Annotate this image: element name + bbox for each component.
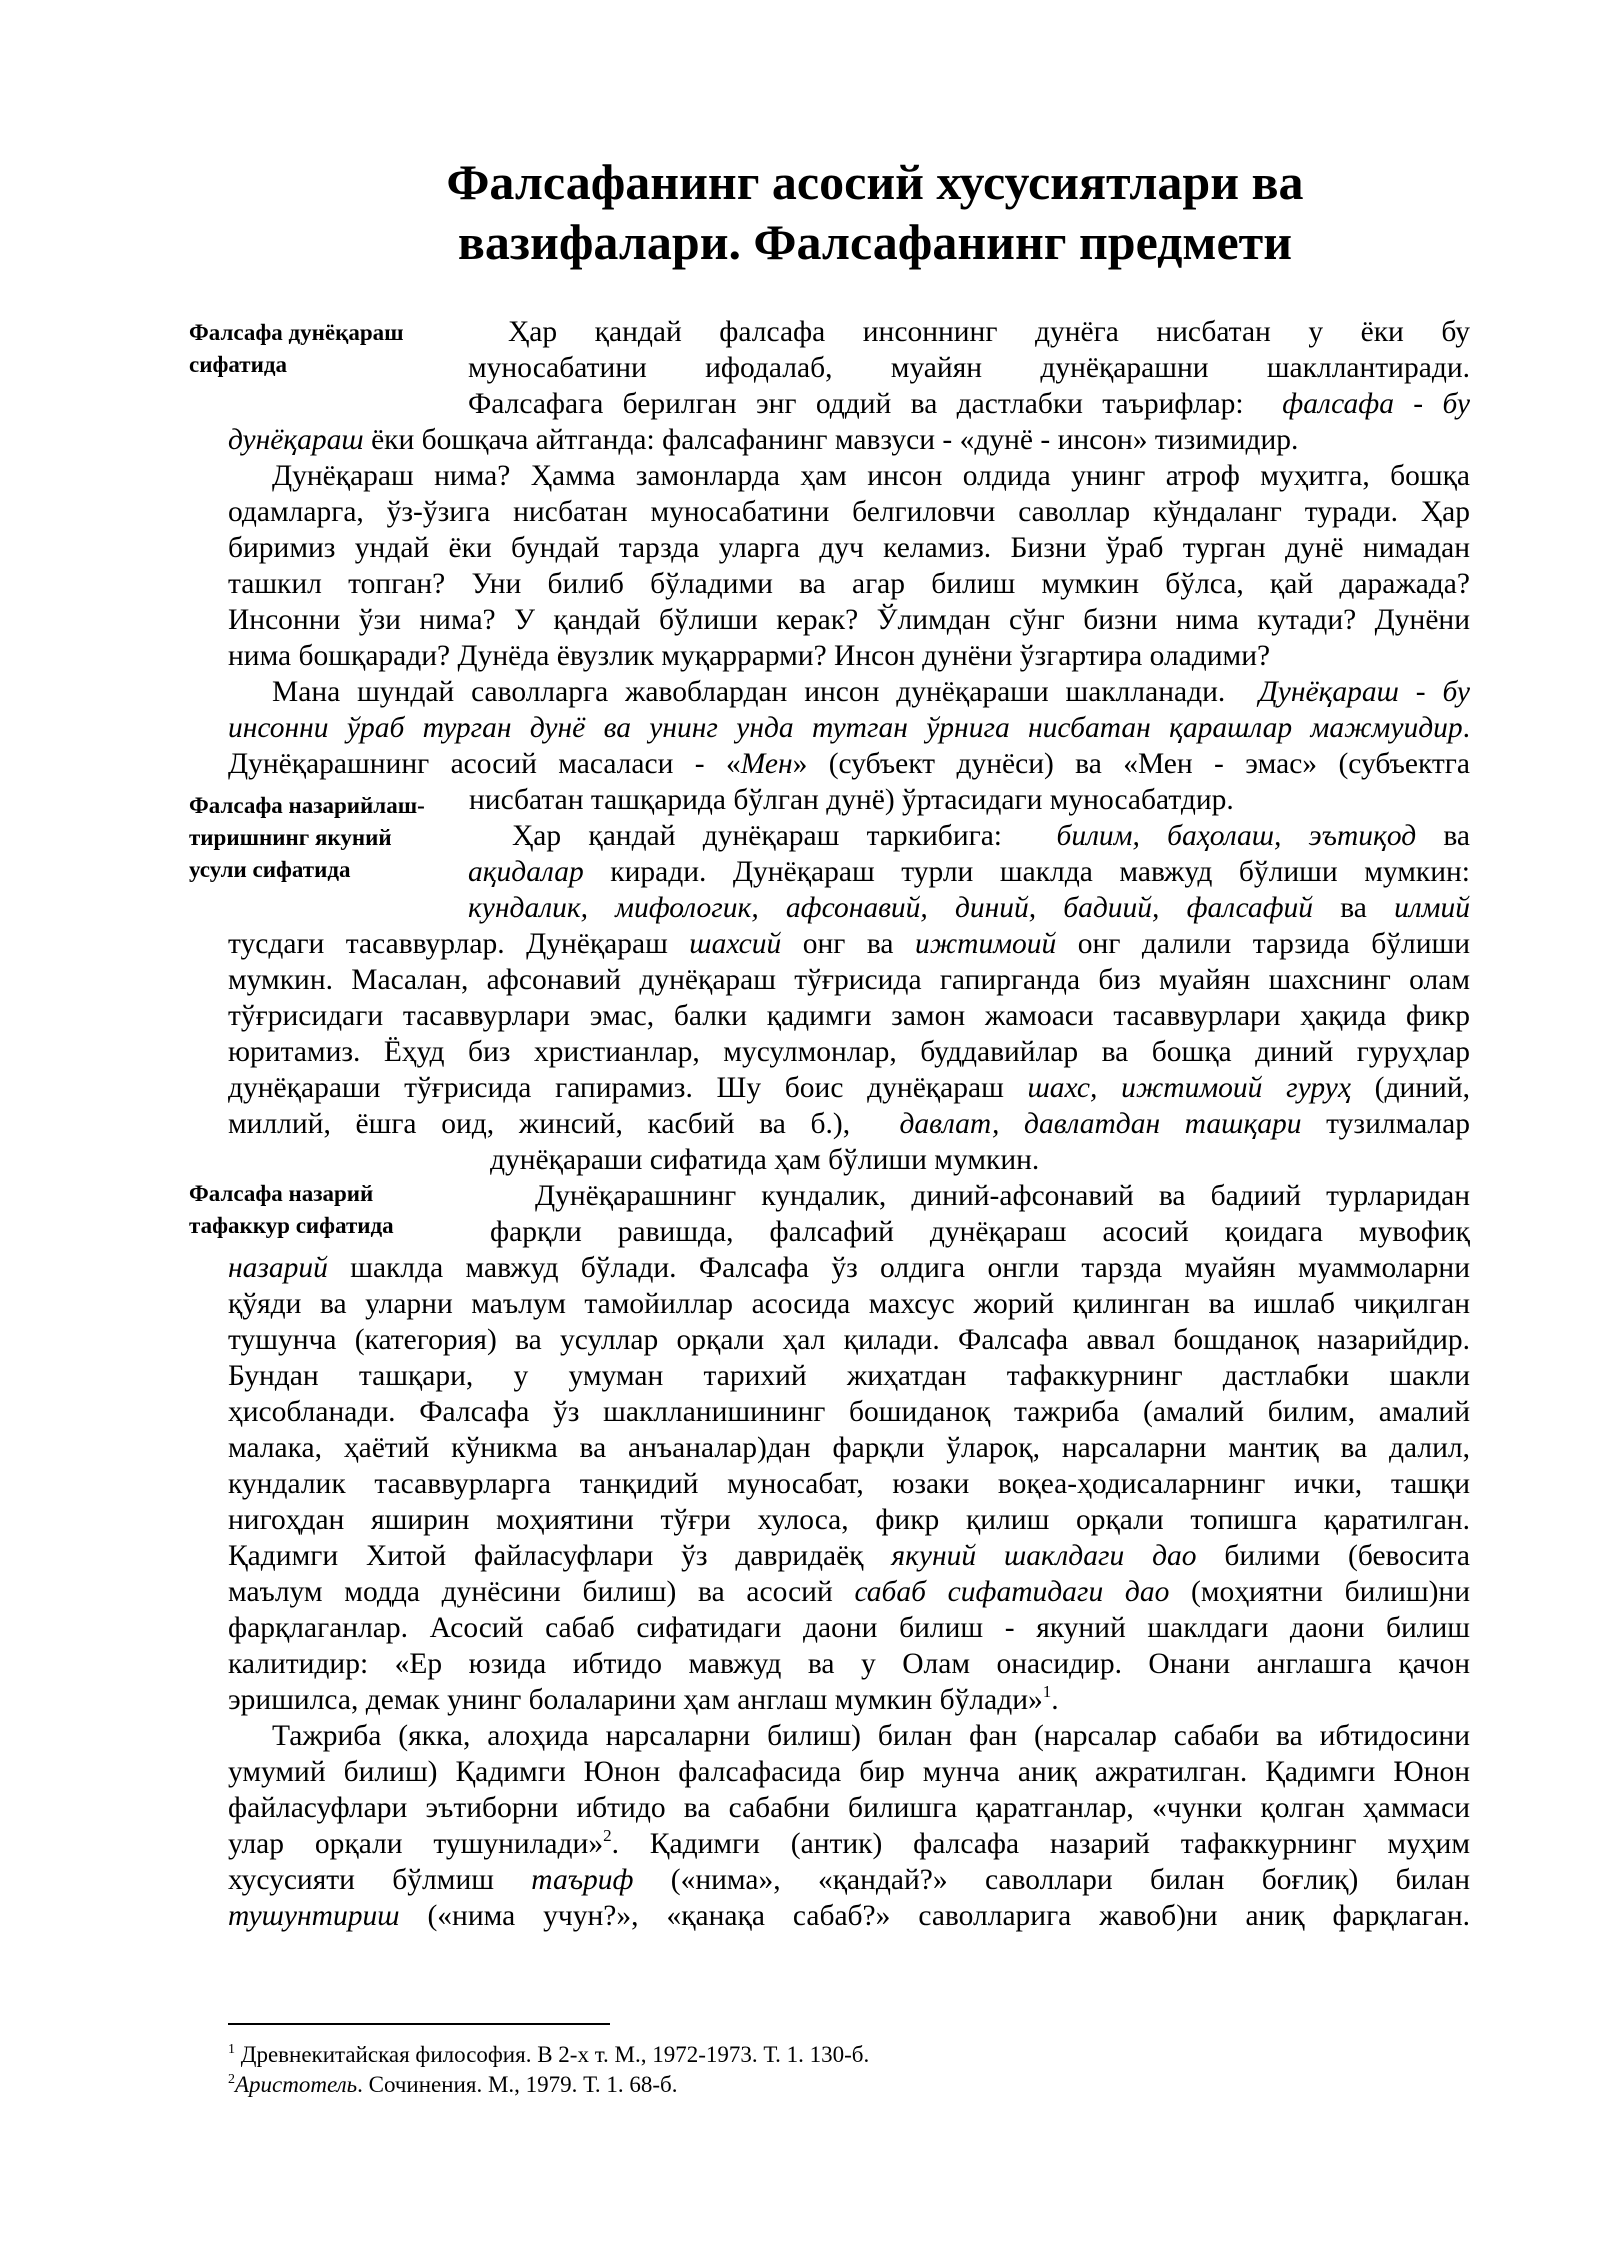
text-line: малака, ҳаётий кўникма ва анъаналар)дан фарқли ўлароқ, нарсаларни мантиқ ва далил, [228,1432,1470,1464]
text-line: Дунёқараш нима? Ҳамма замонларда ҳам инсон олдида унинг атроф муҳитга, бошқа [272,460,1470,492]
margin-note-line: Фалсафа дунёқараш [189,320,404,345]
text-line: Инсонни ўзи нима? У қандай бўлиши керак? Ўлимдан сўнг бизни нима кутади? Дунёни [228,604,1470,636]
text-line: эришилса, демак унинг болаларини ҳам англаш мумкин бўлади»$^1$. [228,1682,1059,1716]
text-line: мумкин. Масалан, афсонавий дунёқараш тўғрисида гапирганда биз муайян шахснинг олам [228,964,1470,996]
footnote-ref: 2 [603,1826,612,1845]
text-line: ҳисобланади. Фалсафа ўз шаклланишининг бошиданоқ тажриба (амалий билим, амалий [228,1396,1470,1428]
margin-note-theoretical-thinking [189,1178,394,1242]
text-line: нима бошқаради? Дунёда ёвузлик муқаррарми? Инсон дунёни ўзгартира оладими? [228,640,1271,672]
text-line: Ҳар қандай фалсафа инсоннинг дунёга нисбатан у ёки бу [508,316,1470,348]
text-line: фарқли равишда, фалсафий дунёқараш асосий қоидага мувофиқ [490,1216,1470,1248]
margin-note-line: Фалсафа назарий [189,1181,374,1206]
text-line: одамларга, ўз-ўзига нисбатан муносабатини белгиловчи саволлар кўндаланг туради. Ҳар [228,496,1470,528]
margin-note-theorizing [189,790,425,886]
footnote-separator [228,2023,610,2025]
text-line: муносабатини ифодалаб, муайян дунёқарашни шакллантиради. [468,352,1470,384]
margin-note-line: тиришнинг якуний [189,825,392,850]
text-line: дунёқараши сифатида ҳам бўлиши мумкин. [490,1144,1040,1176]
text-line: дунёқараш ёки бошқача айтганда: фалсафанинг мавзуси - «дунё - инсон» тизимидир. [228,424,1299,456]
text-line: улар орқали тушунилади»$^2$. Қадимги (антик) фалсафа назарий тафаккурнинг муҳим [228,1826,1470,1860]
text-line: тўғрисидаги тасаввурлари эмас, балки қадимги замон жамоаси тасаввурлари ҳақида фикр [228,1000,1470,1032]
margin-note-line: усули сифатида [189,857,351,882]
margin-note-line: сифатида [189,352,287,377]
text-line: дунёқараши тўғрисида гапирамиз. Шу боис дунёқараш шахс, ижтимоий гуруҳ (диний, [228,1072,1471,1104]
text-line: ташкил топган? Уни билиб бўладими ва агар билиш мумкин бўлса, қай даражада? [228,568,1470,600]
text-line: нисбатан ташқарида бўлган дунё) ўртасидаги муносабатдир. [469,784,1234,816]
footnote-2: $^2$Аристотель. Сочинения. М., 1979. Т. 1. 68-б. [228,2072,678,2097]
text-line: калитидир: «Ер юзида ибтидо мавжуд ва у Олам онасидир. Онани англашга қачон [228,1648,1470,1680]
text-line: тушунча (категория) ва усуллар орқали ҳал қилади. Фалсафа аввал бошданоқ назарийдир. [228,1324,1470,1356]
text-line: хусусияти бўлмиш таъриф («нима», «қандай?» саволлари билан боғлиқ) билан [228,1864,1470,1896]
text-line: Мана шундай саволларга жавоблардан инсон дунёқараши шаклланади. Дунёқараш - бу [272,676,1471,708]
text-line: Дунёқарашнинг асосий масаласи - «Мен» (субъект дунёси) ва «Мен - эмас» (субъектга [228,748,1470,780]
text-line: Ҳар қандай дунёқараш таркибига: билим, баҳолаш, эътиқод ва [512,820,1471,852]
title-line-2: вазифалари. Фалсафанинг предмети [457,214,1293,270]
text-line: тусдаги тасаввурлар. Дунёқараш шахсий онг ва ижтимоий онг далили тарзида бўлиши [228,928,1470,960]
text-line: юритамиз. Ёҳуд биз христианлар, мусулмонлар, буддавийлар ва бошқа диний гуруҳлар [228,1036,1470,1068]
text-line: инсонни ўраб турган дунё ва унинг унда тутган ўрнига нисбатан қарашлар мажмуидир. [228,712,1470,744]
text-line: Фалсафага берилган энг оддий ва дастлабки таърифлар: фалсафа - бу [468,388,1471,420]
text-line: биримиз ундай ёки бундай тарзда уларга дуч келамиз. Бизни ўраб турган дунё нимадан [228,532,1470,564]
text-line: кундалик, мифологик, афсонавий, диний, бадиий, фалсафий ва илмий [468,892,1471,924]
text-line: Тажриба (якка, алоҳида нарсаларни билиш) билан фан (нарсалар сабаби ва ибтидосини [272,1720,1470,1752]
text-line: Дунёқарашнинг кундалик, диний-афсонавий ва бадиий турларидан [535,1180,1470,1212]
text-line: миллий, ёшга оид, жинсий, касбий ва б.), давлат, давлатдан ташқари тузилмалар [228,1108,1470,1140]
text-line: фарқлаганлар. Асосий сабаб сифатидаги даони билиш - якуний шаклдаги даони билиш [228,1612,1470,1644]
footnote-1: $^1$ Древнекитайская философия. В 2-х т. М., 1972-1973. Т. 1. 130-б. [228,2042,870,2067]
title-line-1: Фалсафанинг асосий хусусиятлари ва [446,154,1304,210]
text-line: Қадимги Хитой файласуфлари ўз давридаёқ якуний шаклдаги дао билими (бевосита [228,1540,1470,1572]
text-line: файласуфлари эътиборни ибтидо ва сабабни билишга қаратганлар, «чунки қолган ҳаммаси [228,1792,1470,1824]
footnote-ref: 1 [1042,1682,1052,1701]
text-line: қўяди ва уларни маълум тамойиллар асосида махсус жорий қилинган ва ишлаб чиқилган [228,1288,1470,1320]
page-title [300,152,1450,272]
text-line: нигоҳдан яширин моҳиятини тўғри хулоса, фикр қилиш орқали топишга қаратилган. [228,1504,1470,1536]
text-line: кундалик тасаввурларга танқидий муносабат, юзаки воқеа-ҳодисаларнинг ички, ташқи [228,1468,1470,1500]
margin-note-line: Фалсафа назарийлаш- [189,793,425,818]
margin-note-worldview [189,317,404,381]
text-line: Бундан ташқари, у умуман тарихий жиҳатдан тафаккурнинг дастлабки шакли [228,1360,1470,1392]
text-line: ақидалар киради. Дунёқараш турли шаклда мавжуд бўлиши мумкин: [468,856,1470,888]
text-line: умумий билиш) Қадимги Юнон фалсафасида бир мунча аниқ ажратилган. Қадимги Юнон [228,1756,1470,1788]
text-line: тушунтириш («нима учун?», «қанақа сабаб?» саволларига жавоб)ни аниқ фарқлаган. [228,1900,1470,1932]
text-line: назарий шаклда мавжуд бўлади. Фалсафа ўз олдига онгли тарзда муайян муаммоларни [228,1252,1470,1284]
text-line: маълум модда дунёсини билиш) ва асосий сабаб сифатидаги дао (моҳиятни билиш)ни [228,1576,1471,1608]
margin-note-line: тафаккур сифатида [189,1213,394,1238]
